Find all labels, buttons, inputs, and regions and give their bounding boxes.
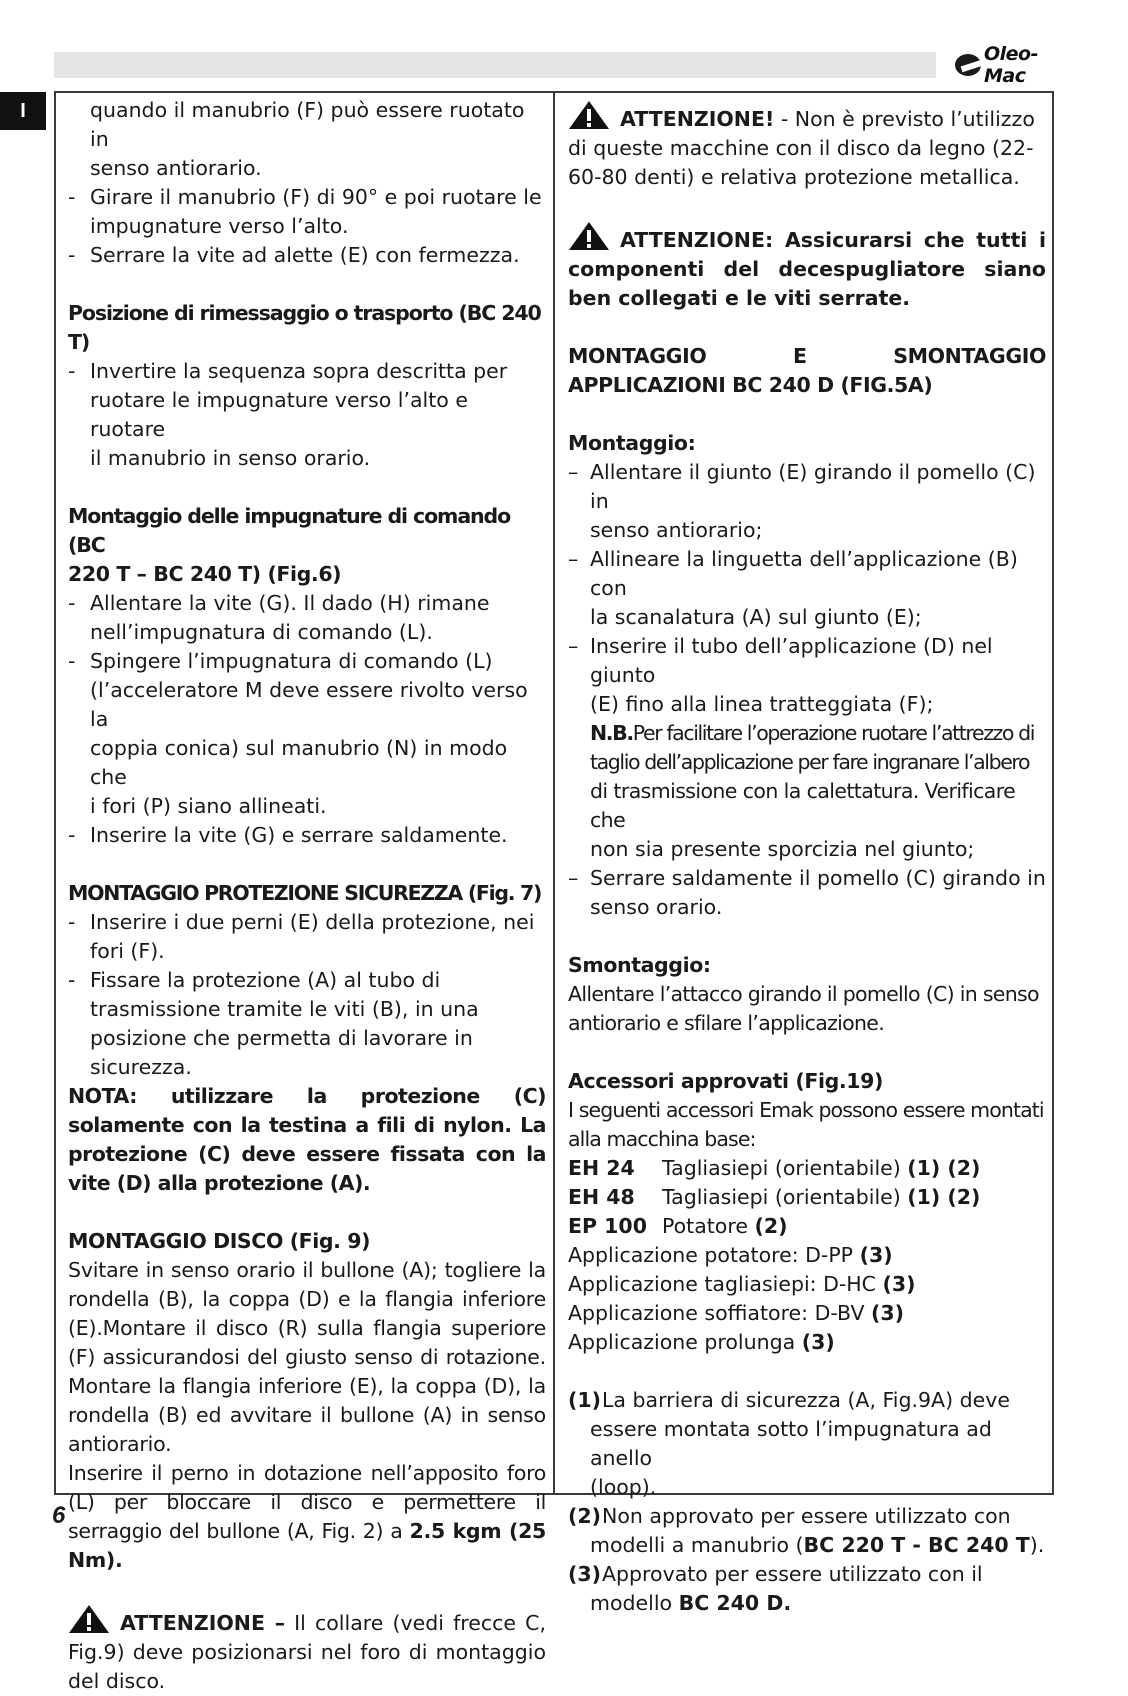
footnote-number: (2) bbox=[568, 1504, 602, 1528]
footnote-text: Approvato per essere utilizzato con il bbox=[602, 1562, 983, 1586]
accessory-row bbox=[568, 1154, 1046, 1183]
application-ref: (3) bbox=[801, 1330, 835, 1354]
nb-note bbox=[568, 719, 1046, 748]
accessory-desc bbox=[662, 1154, 980, 1183]
grips-heading: Montaggio delle impugnature di comando (BC bbox=[68, 504, 511, 557]
mount-item-cont: senso orario. bbox=[590, 895, 723, 919]
logo-mark-icon bbox=[955, 54, 981, 76]
disc-warning-label: ATTENZIONE! bbox=[620, 107, 775, 131]
footnote-text: modello bbox=[590, 1591, 679, 1615]
application-text: Applicazione potatore: D-PP bbox=[568, 1243, 860, 1267]
logo-text: Oleo-Mac bbox=[984, 43, 1038, 87]
disc-warning-text: - Non è previsto l’utilizzo di queste macchine con il disco da legno (22-60-80 denti) e relativa protezione metallica. bbox=[568, 107, 1035, 189]
step-item-cont: impugnature verso l’alto. bbox=[90, 214, 349, 238]
warning-icon bbox=[568, 100, 610, 130]
disc-text: Inserire il perno in dotazione nell’apposito foro (L) per bloccare il disco e permettere il serraggio del bullone (A, Fig. 2) a bbox=[68, 1461, 546, 1543]
application-ref: (3) bbox=[871, 1301, 905, 1325]
grips-item-cont: (l’acceleratore M deve essere rivolto verso la bbox=[90, 678, 528, 731]
footnote-3 bbox=[568, 1560, 1046, 1589]
mount-item-cont: (E) fino alla linea tratteggiata (F); bbox=[590, 692, 934, 716]
storage-item-cont: ruotare le impugnature verso l’alto e ruotare bbox=[90, 388, 468, 441]
components-warning bbox=[568, 221, 1046, 313]
grips-item: - Allentare la vite (G). Il dado (H) rimane bbox=[68, 589, 546, 618]
footnote-1 bbox=[568, 1386, 1046, 1415]
intro-line: senso antiorario. bbox=[90, 156, 262, 180]
nb-note-cont: taglio dell’applicazione per fare ingranare l’albero bbox=[590, 750, 1030, 774]
step-item: - Serrare la vite ad alette (E) con fermezza. bbox=[68, 241, 546, 270]
accessory-refs: (2) bbox=[754, 1214, 788, 1238]
grips-heading-cont: 220 T – BC 240 T) (Fig.6) bbox=[68, 562, 342, 586]
dismount-text: Allentare l’attacco girando il pomello (C) in senso antiorario e sfilare l’applicazione. bbox=[568, 982, 1039, 1035]
application-item bbox=[568, 1241, 1046, 1270]
guard-item-cont: sicurezza. bbox=[90, 1055, 192, 1079]
storage-heading: Posizione di rimessaggio o trasporto (BC 240 T) bbox=[68, 301, 541, 354]
grips-item-cont: i fori (P) siano allineati. bbox=[90, 794, 327, 818]
guard-item-cont: posizione che permetta di lavorare in bbox=[90, 1026, 473, 1050]
brand-logo bbox=[955, 43, 1075, 87]
footnote-number: (3) bbox=[568, 1562, 602, 1586]
collar-warning bbox=[68, 1604, 546, 1696]
guard-item: - Fissare la protezione (A) al tubo di bbox=[68, 966, 546, 995]
storage-item: - Invertire la sequenza sopra descritta per bbox=[68, 357, 546, 386]
nota-paragraph: NOTA: utilizzare la protezione (C) solamente con la testina a fili di nylon. La protezione (C) deve essere fissata con la vite (D) alla protezione (A). bbox=[68, 1084, 546, 1195]
right-column bbox=[568, 96, 1046, 1618]
storage-item-cont: il manubrio in senso orario. bbox=[90, 446, 371, 470]
column-divider bbox=[553, 91, 555, 1495]
footnote-text: ). bbox=[1029, 1533, 1045, 1557]
application-ref: (3) bbox=[859, 1243, 893, 1267]
mount-item: – Allineare la linguetta dell’applicazione (B) con bbox=[568, 545, 1046, 603]
mount-item-cont: la scanalatura (A) sul giunto (E); bbox=[590, 605, 922, 629]
accessories-heading: Accessori approvati (Fig.19) bbox=[568, 1069, 883, 1093]
footnote-models: BC 220 T - BC 240 T bbox=[803, 1533, 1030, 1557]
footnote-text: modelli a manubrio ( bbox=[590, 1533, 804, 1557]
language-tab: I bbox=[0, 92, 46, 130]
accessory-desc-text: Potatore bbox=[662, 1214, 755, 1238]
page-number: 6 bbox=[52, 1502, 66, 1529]
accessory-row bbox=[568, 1183, 1046, 1212]
warning-icon bbox=[68, 1604, 110, 1634]
applications-heading: MONTAGGIO E SMONTAGGIO APPLICAZIONI BC 240 D (FIG.5A) bbox=[568, 344, 1046, 397]
nb-note-cont: di trasmissione con la calettatura. Verificare che bbox=[590, 779, 1016, 832]
mount-item: – Inserire il tubo dell’applicazione (D) nel giunto bbox=[568, 632, 1046, 690]
application-item bbox=[568, 1299, 1046, 1328]
footnote-1-cont: essere montata sotto l’impugnatura ad anello bbox=[590, 1417, 992, 1470]
footnote-1-cont: (loop). bbox=[590, 1475, 657, 1499]
disc-paragraph-2 bbox=[68, 1459, 546, 1575]
footnote-text: Non approvato per essere utilizzato con bbox=[602, 1504, 1011, 1528]
accessory-desc-text: Tagliasiepi (orientabile) bbox=[662, 1156, 908, 1180]
accessory-code: EH 48 bbox=[568, 1185, 635, 1209]
disc-heading: MONTAGGIO DISCO (Fig. 9) bbox=[68, 1229, 371, 1253]
accessory-refs: (1) (2) bbox=[907, 1185, 981, 1209]
footnote-2-cont bbox=[568, 1531, 1046, 1560]
disc-paragraph: Svitare in senso orario il bullone (A); togliere la rondella (B), la coppa (D) e la flangia inferiore (E).Montare il disco (R) sulla flangia superiore (F) assicurandosi del giusto senso di rotazione. Montare la flangia inferiore (E), la coppa (D), la rondella (B) ed avvitare il bullone (A) in senso antiorario. bbox=[68, 1258, 546, 1456]
nb-text: Per facilitare l’operazione ruotare l’attrezzo di bbox=[632, 721, 1035, 745]
footnote-text: La barriera di sicurezza (A, Fig.9A) deve bbox=[602, 1388, 1010, 1412]
application-text: Applicazione prolunga bbox=[568, 1330, 802, 1354]
components-warning-text: ATTENZIONE: Assicurarsi che tutti i componenti del decespugliatore siano ben collegati e le viti serrate. bbox=[568, 228, 1046, 310]
application-item bbox=[568, 1270, 1046, 1299]
left-column bbox=[68, 96, 546, 1696]
intro-line: quando il manubrio (F) può essere ruotato in bbox=[90, 98, 525, 151]
application-item bbox=[568, 1328, 1046, 1357]
step-item: - Girare il manubrio (F) di 90° e poi ruotare le bbox=[68, 183, 546, 212]
collar-warning-text: Il collare (vedi frecce C, Fig.9) deve posizionarsi nel foro di montaggio del disco. bbox=[68, 1611, 547, 1693]
accessory-refs: (1) (2) bbox=[907, 1156, 981, 1180]
accessory-code: EP 100 bbox=[568, 1214, 647, 1238]
application-ref: (3) bbox=[882, 1272, 916, 1296]
footnote-3-cont bbox=[568, 1589, 1046, 1618]
accessory-desc bbox=[662, 1212, 787, 1241]
grips-item: - Inserire la vite (G) e serrare saldamente. bbox=[68, 821, 546, 850]
grips-item: - Spingere l’impugnatura di comando (L) bbox=[68, 647, 546, 676]
footnote-model: BC 240 D. bbox=[678, 1591, 792, 1615]
mount-item-cont: senso antiorario; bbox=[590, 518, 763, 542]
guard-item-cont: trasmissione tramite le viti (B), in una bbox=[90, 997, 479, 1021]
collar-warning-label: ATTENZIONE – bbox=[120, 1611, 285, 1635]
guard-heading: MONTAGGIO PROTEZIONE SICUREZZA (Fig. 7) bbox=[68, 881, 542, 905]
accessory-desc bbox=[662, 1183, 980, 1212]
dismount-heading: Smontaggio: bbox=[568, 953, 711, 977]
mount-item: – Serrare saldamente il pomello (C) girando in bbox=[568, 864, 1046, 893]
accessory-code: EH 24 bbox=[568, 1156, 635, 1180]
warning-icon bbox=[568, 221, 610, 251]
accessories-intro: I seguenti accessori Emak possono essere montati alla macchina base: bbox=[568, 1098, 1044, 1151]
disc-warning bbox=[568, 100, 1046, 192]
grips-item-cont: nell’impugnatura di comando (L). bbox=[90, 620, 433, 644]
application-text: Applicazione tagliasiepi: D-HC bbox=[568, 1272, 883, 1296]
header-bar bbox=[54, 52, 936, 78]
mount-item: – Allentare il giunto (E) girando il pomello (C) in bbox=[568, 458, 1046, 516]
torque-value: 2.5 kgm (25 Nm). bbox=[68, 1519, 546, 1572]
grips-item-cont: coppia conica) sul manubrio (N) in modo che bbox=[90, 736, 508, 789]
footnote-2 bbox=[568, 1502, 1046, 1531]
accessory-row bbox=[568, 1212, 1046, 1241]
nb-note-cont: non sia presente sporcizia nel giunto; bbox=[590, 837, 975, 861]
footnote-number: (1) bbox=[568, 1388, 602, 1412]
nb-label: N.B. bbox=[590, 721, 633, 745]
mount-heading: Montaggio: bbox=[568, 431, 696, 455]
guard-item: - Inserire i due perni (E) della protezione, nei bbox=[68, 908, 546, 937]
application-text: Applicazione soffiatore: D-BV bbox=[568, 1301, 872, 1325]
guard-item-cont: fori (F). bbox=[90, 939, 165, 963]
accessory-desc-text: Tagliasiepi (orientabile) bbox=[662, 1185, 908, 1209]
